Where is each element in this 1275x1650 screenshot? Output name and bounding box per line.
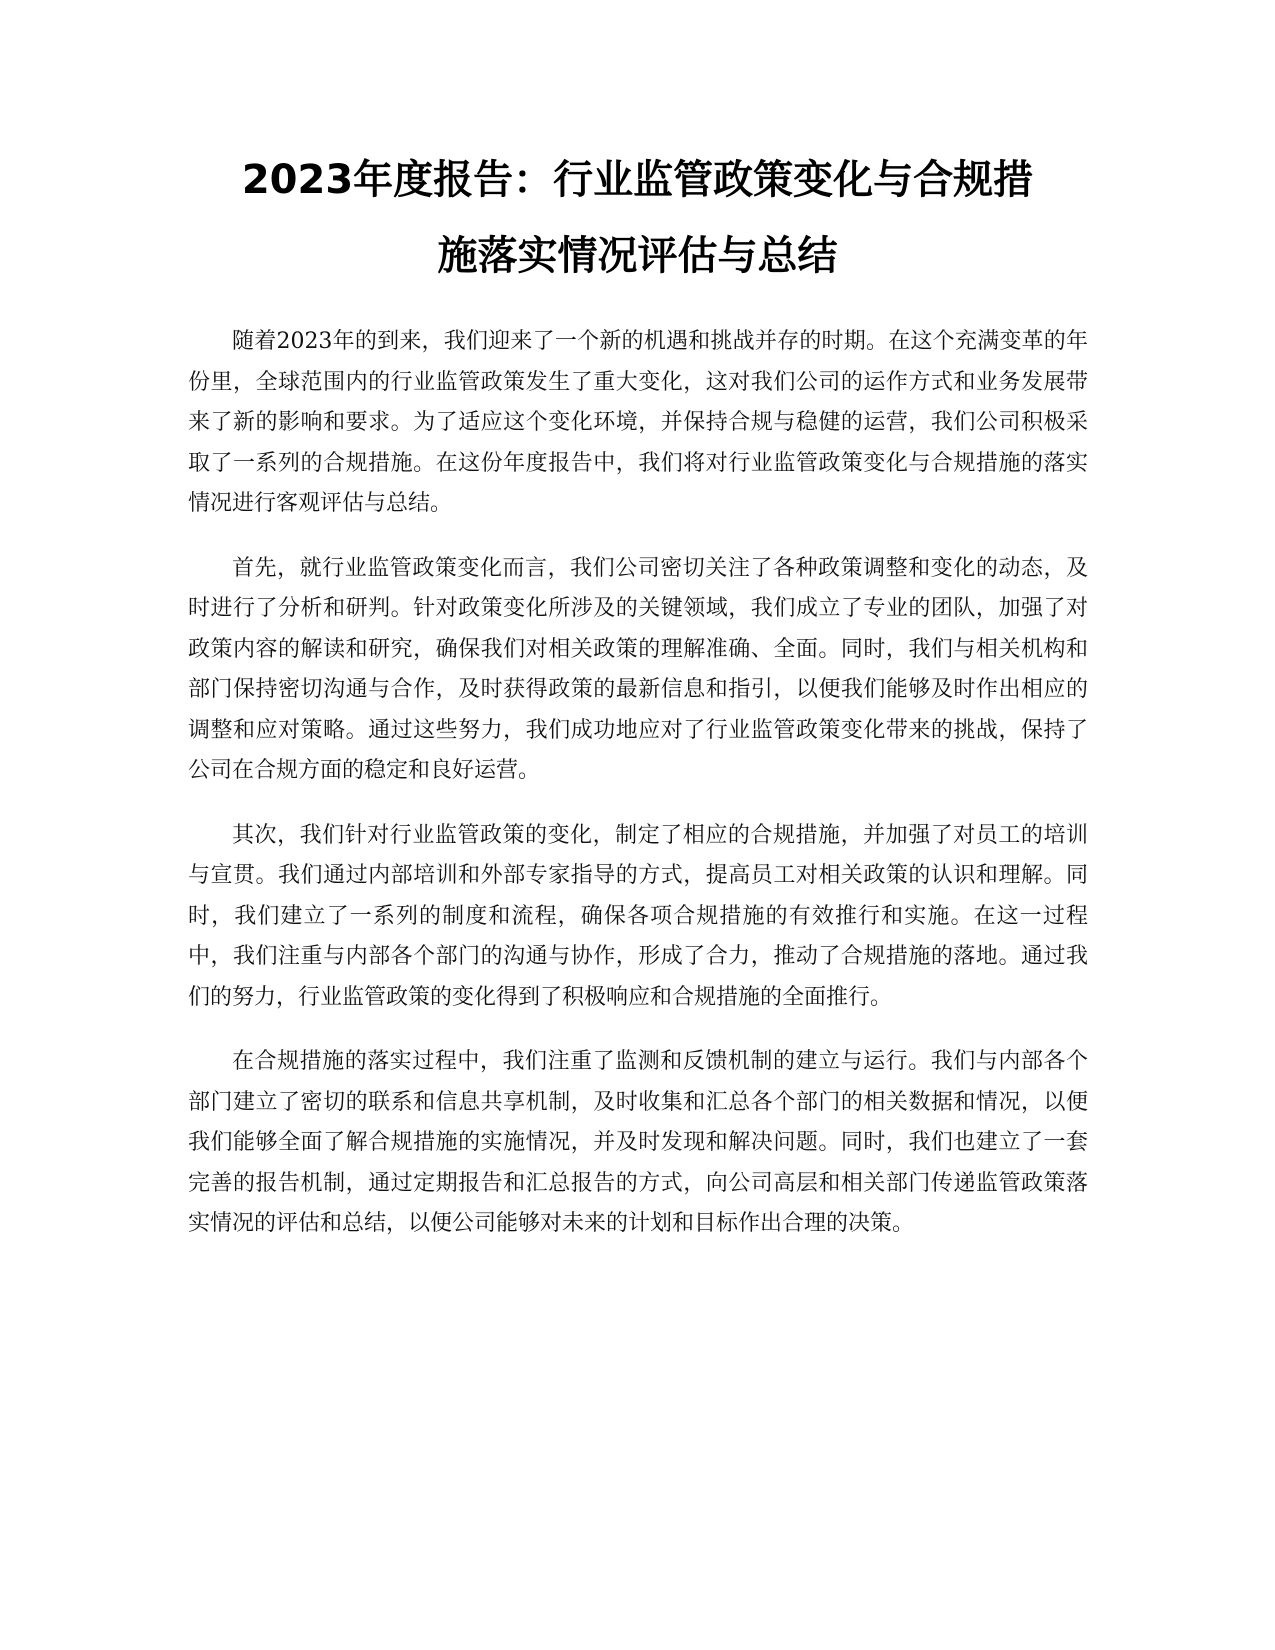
body-paragraph-3: 其次，我们针对行业监管政策的变化，制定了相应的合规措施，并加强了对员工的培训与宣贯。我们通过内部培训和外部专家指导的方式，提高员工对相关政策的认识和理解。同时，我们建立了一系列的制度和流程，确保各项合规措施的有效推行和实施。在这一过程中，我们注重与内部各个部门的沟通与协作，形成了合力，推动了合规措施的落地。通过我们的努力，行业监管政策的变化得到了积极响应和合规措施的全面推行。 xyxy=(188,822,1088,1010)
document-title xyxy=(180,142,1095,294)
document-body xyxy=(188,322,1088,1269)
document-title-line-2: 施落实情况评估与总结 xyxy=(437,233,838,279)
body-paragraph-2: 首先，就行业监管政策变化而言，我们公司密切关注了各种政策调整和变化的动态，及时进行了分析和研判。针对政策变化所涉及的关键领域，我们成立了专业的团队，加强了对政策内容的解读和研究，确保我们对相关政策的理解准确、全面。同时，我们与相关机构和部门保持密切沟通与合作，及时获得政策的最新信息和指引，以便我们能够及时作出相应的调整和应对策略。通过这些努力，我们成功地应对了行业监管政策变化带来的挑战，保持了公司在合规方面的稳定和良好运营。 xyxy=(188,555,1088,783)
document-title-line-1: 2023年度报告：行业监管政策变化与合规措 xyxy=(241,157,1034,203)
body-paragraph-1: 随着2023年的到来，我们迎来了一个新的机遇和挑战并存的时期。在这个充满变革的年份里，全球范围内的行业监管政策发生了重大变化，这对我们公司的运作方式和业务发展带来了新的影响和要求。为了适应这个变化环境，并保持合规与稳健的运营，我们公司积极采取了一系列的合规措施。在这份年度报告中，我们将对行业监管政策变化与合规措施的落实情况进行客观评估与总结。 xyxy=(188,329,1088,516)
body-paragraph-4: 在合规措施的落实过程中，我们注重了监测和反馈机制的建立与运行。我们与内部各个部门建立了密切的联系和信息共享机制，及时收集和汇总各个部门的相关数据和情况，以便我们能够全面了解合规措施的实施情况，并及时发现和解决问题。同时，我们也建立了一套完善的报告机制，通过定期报告和汇总报告的方式，向公司高层和相关部门传递监管政策落实情况的评估和总结，以便公司能够对未来的计划和目标作出合理的决策。 xyxy=(188,1049,1088,1236)
